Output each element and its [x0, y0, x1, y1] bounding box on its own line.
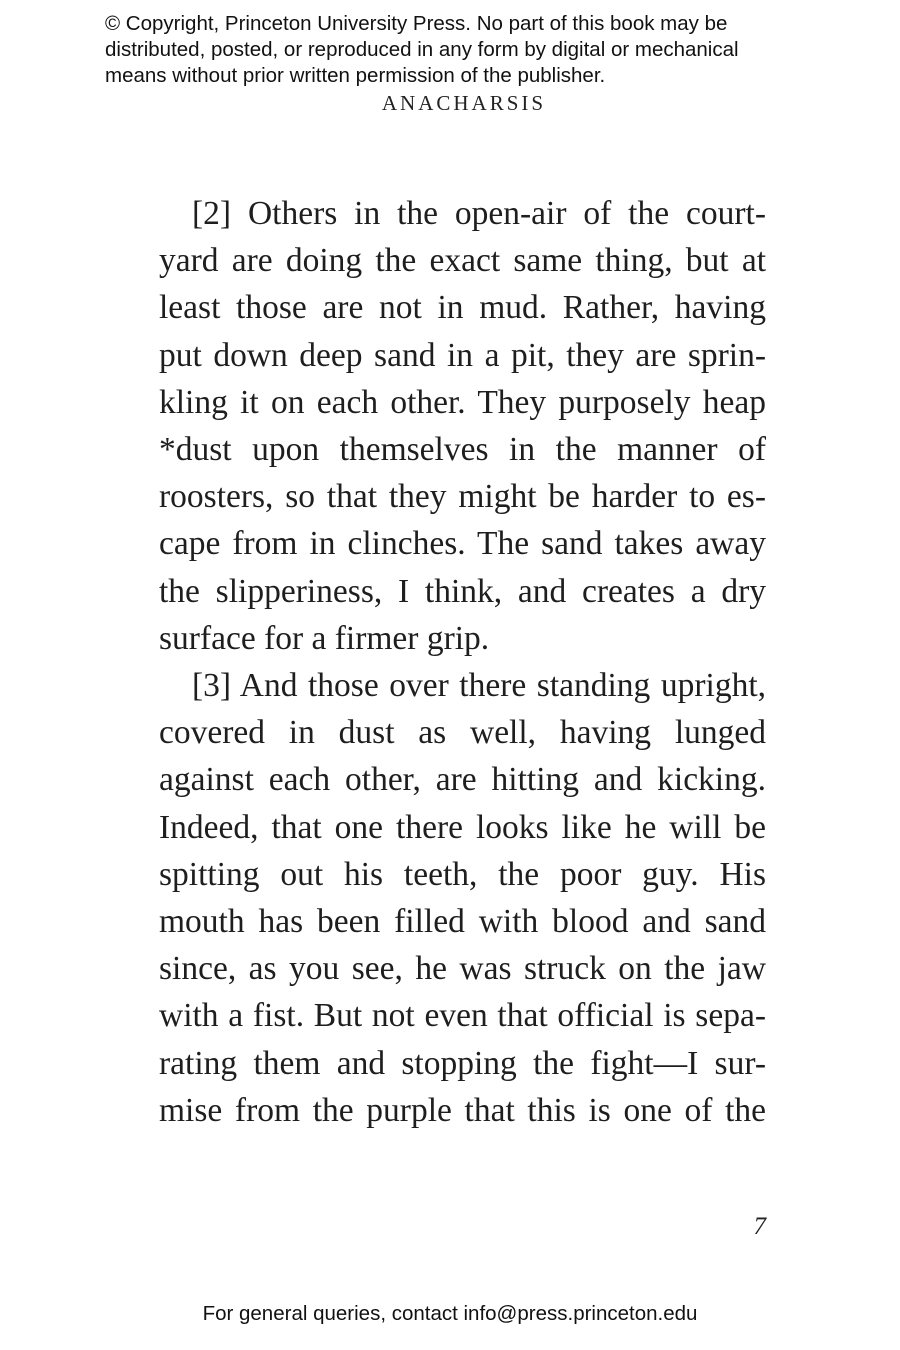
text-line: against each other, are hitting and kicking. — [159, 761, 766, 799]
text-line: mouth has been filled with blood and sand — [159, 903, 766, 941]
text-line: [2] Others in the open-air of the court- — [192, 195, 766, 232]
copyright-line: distributed, posted, or reproduced in any form by digital or mechanical — [105, 38, 739, 61]
text-line: the slipperiness, I think, and creates a dry — [159, 572, 766, 610]
paragraph — [159, 662, 766, 1134]
text-line: yard are doing the exact same thing, but at — [159, 242, 766, 280]
text-line: spitting out his teeth, the poor guy. His — [159, 855, 766, 893]
text-line: with a fist. But not even that official is sepa- — [159, 997, 766, 1035]
text-line: mise from the purple that this is one of the — [159, 1091, 766, 1129]
text-line: rating them and stopping the fight—I sur- — [159, 1044, 766, 1082]
page-number: 7 — [753, 1213, 766, 1240]
copyright-notice — [105, 11, 825, 89]
running-head: ANACHARSIS — [381, 91, 547, 115]
text-line: kling it on each other. They purposely heap — [159, 383, 766, 421]
copyright-line: means without prior written permission of the publisher. — [105, 64, 606, 87]
text-line: [3] And those over there standing upright, — [192, 667, 766, 705]
text-line: put down deep sand in a pit, they are sprin- — [159, 336, 766, 374]
text-line: least those are not in mud. Rather, having — [159, 289, 766, 327]
text-line: cape from in clinches. The sand takes away — [159, 525, 766, 563]
text-line: covered in dust as well, having lunged — [159, 714, 766, 752]
text-line: *dust upon themselves in the manner of — [159, 431, 766, 469]
body-text — [159, 190, 766, 1134]
text-line: Indeed, that one there looks like he will be — [159, 808, 766, 846]
copyright-line: © Copyright, Princeton University Press. No part of this book may be — [105, 12, 728, 35]
text-line: since, as you see, he was struck on the jaw — [159, 950, 766, 988]
paragraph — [159, 190, 766, 662]
text-line: surface for a firmer grip. — [159, 619, 490, 657]
text-line: roosters, so that they might be harder to es- — [159, 478, 766, 516]
footer-contact: For general queries, contact info@press.princeton.edu — [202, 1302, 698, 1325]
